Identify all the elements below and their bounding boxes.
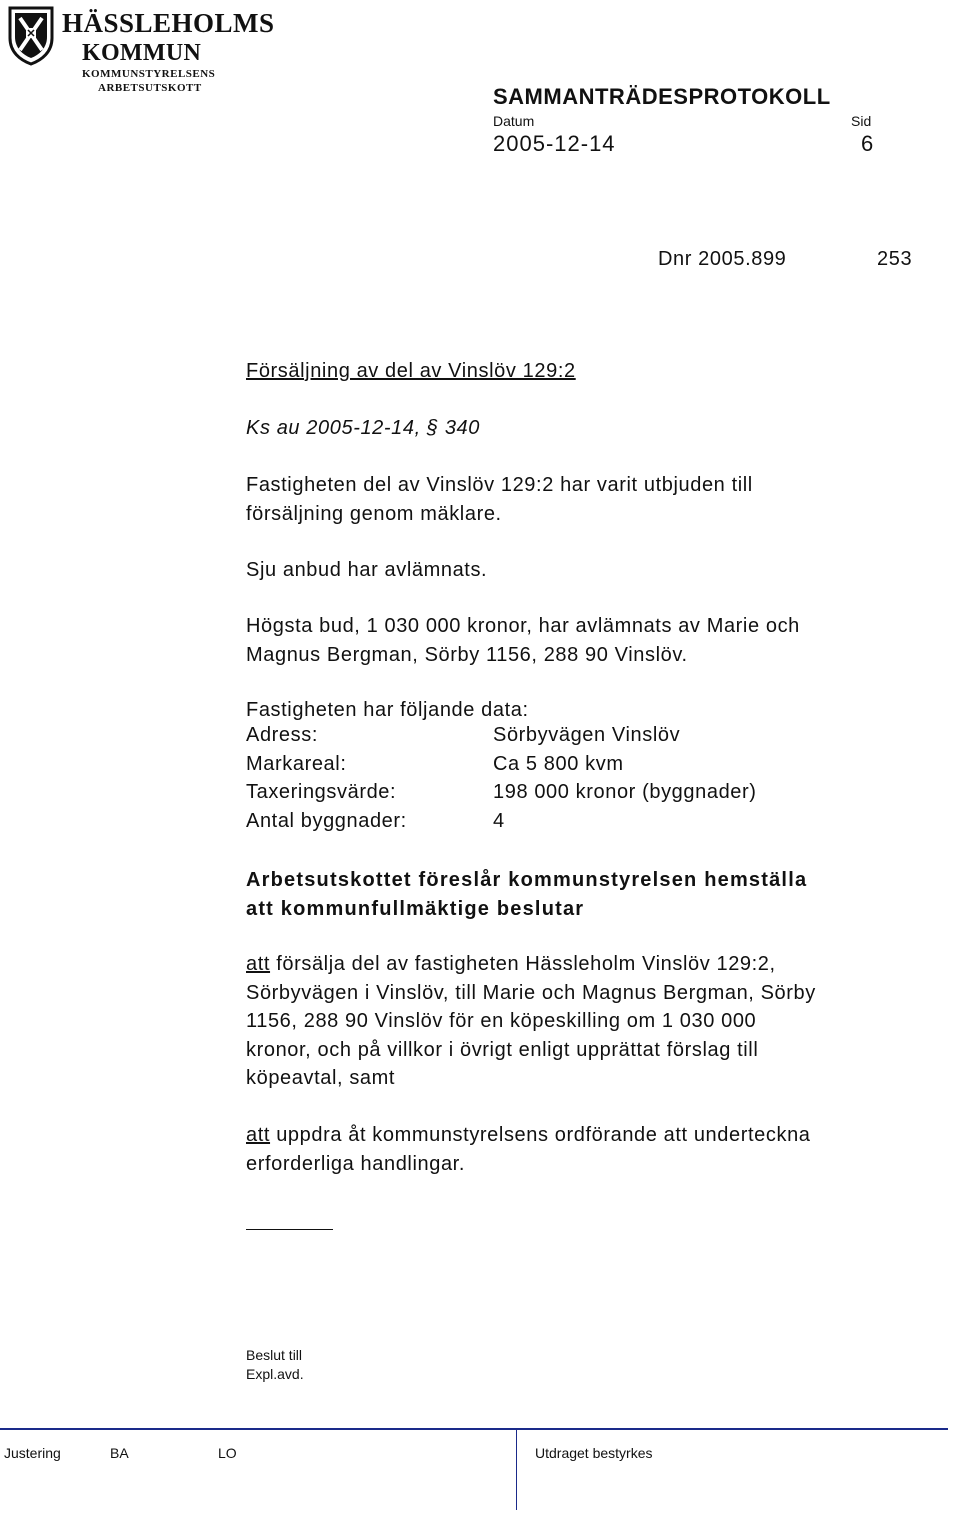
- property-label: Adress:: [246, 724, 319, 746]
- footer-divider: [516, 1428, 517, 1510]
- footer-initials-2: LO: [218, 1445, 237, 1461]
- paragraph-1: Fastigheten del av Vinslöv 129:2 har varit utbjuden till försäljning genom mäklare.: [246, 474, 753, 525]
- datum-label: Datum: [493, 113, 535, 129]
- dnr-number: 253: [877, 248, 913, 270]
- document-title: SAMMANTRÄDESPROTOKOLL: [493, 84, 831, 109]
- sid-value: 6: [861, 131, 875, 156]
- logo-line-4: ARBETSUTSKOTT: [98, 82, 202, 94]
- table-row: [246, 724, 757, 753]
- footer-initials-1: BA: [110, 1445, 129, 1461]
- proposal-heading: Arbetsutskottet föreslår kommunstyrelsen hemställa att kommunfullmäktige beslutar: [246, 869, 808, 920]
- att-keyword: att: [246, 953, 271, 975]
- paragraph-2: Sju anbud har avlämnats.: [246, 559, 488, 581]
- footer-top-rule: [0, 1428, 948, 1430]
- property-label: Markareal:: [246, 752, 347, 775]
- property-value: Ca 5 800 kvm: [493, 752, 624, 775]
- property-data-table: [246, 724, 757, 838]
- decision-1: att försälja del av fastigheten Hässleholm Vinslöv 129:2, Sörbyvägen i Vinslöv, till Marie och Magnus Bergman, Sörby 1156, 288 90 Vinslöv för en köpeskilling om 1 030 000 kronor, och på villkor i övrigt enligt upprättat förslag till köpeavtal, samt: [246, 953, 816, 1089]
- matter-title: Försäljning av del av Vinslöv 129:2: [246, 360, 576, 382]
- matter-reference: Ks au 2005-12-14, § 340: [246, 417, 480, 439]
- paragraph-4: Fastigheten har följande data:: [246, 699, 529, 721]
- datum-value: 2005-12-14: [493, 131, 616, 156]
- footer-justering: Justering: [4, 1445, 61, 1461]
- distribution-recipient: Expl.avd.: [246, 1366, 304, 1382]
- table-row: [246, 753, 757, 782]
- property-label: Antal byggnader:: [246, 809, 407, 832]
- section-end-rule: [246, 1229, 333, 1230]
- distribution-label: Beslut till: [246, 1347, 303, 1363]
- table-row: [246, 781, 757, 810]
- property-value: 4: [493, 809, 505, 832]
- dnr-label: Dnr 2005.899: [658, 248, 787, 270]
- property-value: 198 000 kronor (byggnader): [493, 781, 757, 803]
- sid-label: Sid: [851, 113, 872, 129]
- logo-line-2: KOMMUN: [82, 40, 202, 66]
- property-label: Taxeringsvärde:: [246, 781, 397, 803]
- logo-line-3: KOMMUNSTYRELSENS: [82, 68, 216, 80]
- property-value: Sörbyvägen Vinslöv: [493, 724, 681, 746]
- paragraph-3: Högsta bud, 1 030 000 kronor, har avlämnats av Marie och Magnus Bergman, Sörby 1156, 288 90 Vinslöv.: [246, 615, 800, 666]
- logo-line-1: HÄSSLEHOLMS: [62, 8, 275, 38]
- table-row: [246, 810, 757, 839]
- decision-2: att uppdra åt kommunstyrelsens ordförande att underteckna erforderliga handlingar.: [246, 1124, 811, 1175]
- att-keyword: att: [246, 1124, 271, 1146]
- section-symbol: §: [426, 417, 439, 439]
- footer-utdraget: Utdraget bestyrkes: [535, 1445, 653, 1461]
- coat-of-arms-shield-icon: [6, 4, 56, 66]
- distribution-block: [246, 1346, 304, 1384]
- municipality-logo: [0, 0, 275, 110]
